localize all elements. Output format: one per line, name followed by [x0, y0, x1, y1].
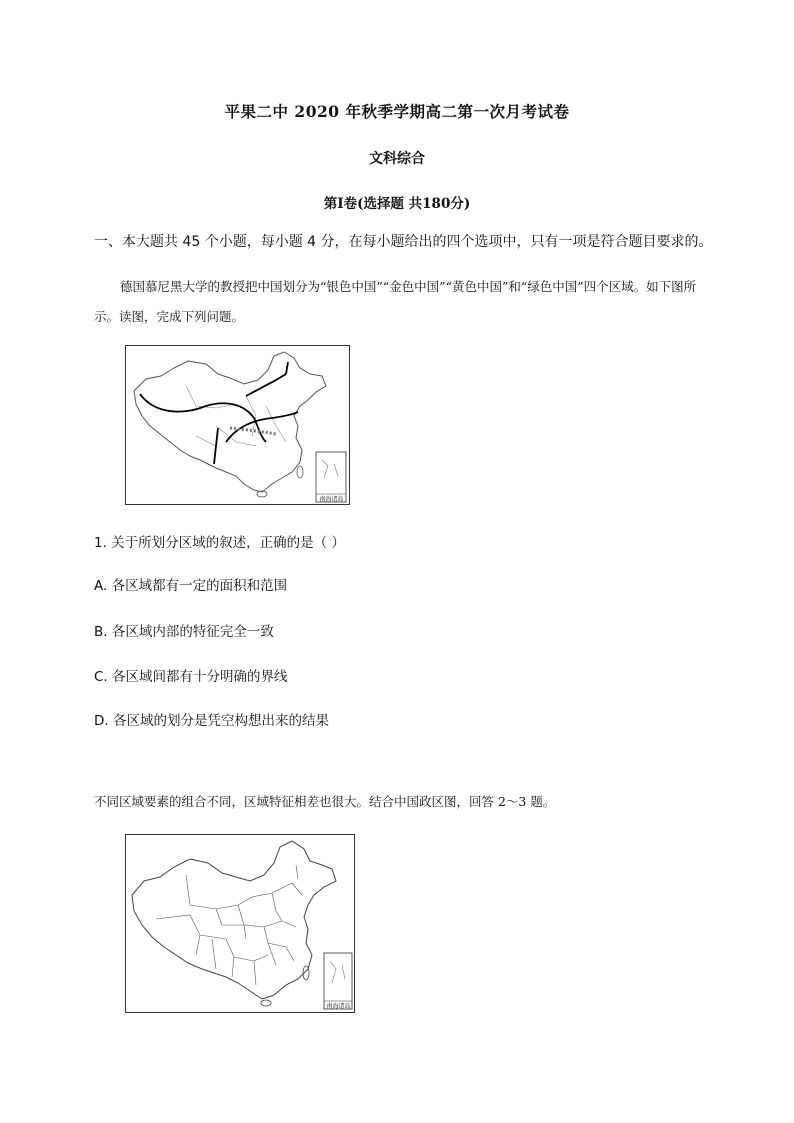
china-four-regions-map	[125, 345, 350, 505]
china-outline	[132, 841, 336, 999]
passage-1: 德国慕尼黑大学的教授把中国划分为“银色中国”“金色中国”“黄色中国”和“绿色中国”四个区域。如下图所示。读图，完成下列问题。	[94, 279, 697, 324]
exam-subject: 文科综合	[369, 151, 425, 167]
option-a[interactable]: A. 各区域都有一定的面积和范围	[94, 578, 288, 594]
china-provinces-map	[125, 834, 355, 1013]
inset-label: 南海诸岛	[326, 1003, 351, 1010]
region-boundary-east	[246, 362, 288, 396]
option-c[interactable]: C. 各区域间都有十分明确的界线	[94, 669, 288, 685]
option-b[interactable]: B. 各区域内部的特征完全一致	[94, 624, 274, 640]
passage-2: 不同区域要素的组合不同，区域特征相差也很大。结合中国政区图，回答 2～3 题。	[94, 794, 556, 809]
question-1-stem: 1. 关于所划分区域的叙述，正确的是（ ）	[94, 535, 345, 551]
instructions: 一、本大题共 45 个小题，每小题 4 分，在每小题给出的四个选项中，只有一项是符合题目要求的。	[94, 234, 713, 250]
region-boundary-north	[140, 394, 266, 442]
region-boundary-south	[214, 428, 218, 464]
option-d[interactable]: D. 各区域的划分是凭空构想出来的结果	[94, 713, 329, 729]
exam-title: 平果二中 2020 年秋季学期高二第一次月考试卷	[224, 102, 570, 121]
inset-label: 南海诸岛	[319, 496, 344, 503]
section-heading: 第Ⅰ卷(选择题 共180分)	[323, 196, 471, 212]
